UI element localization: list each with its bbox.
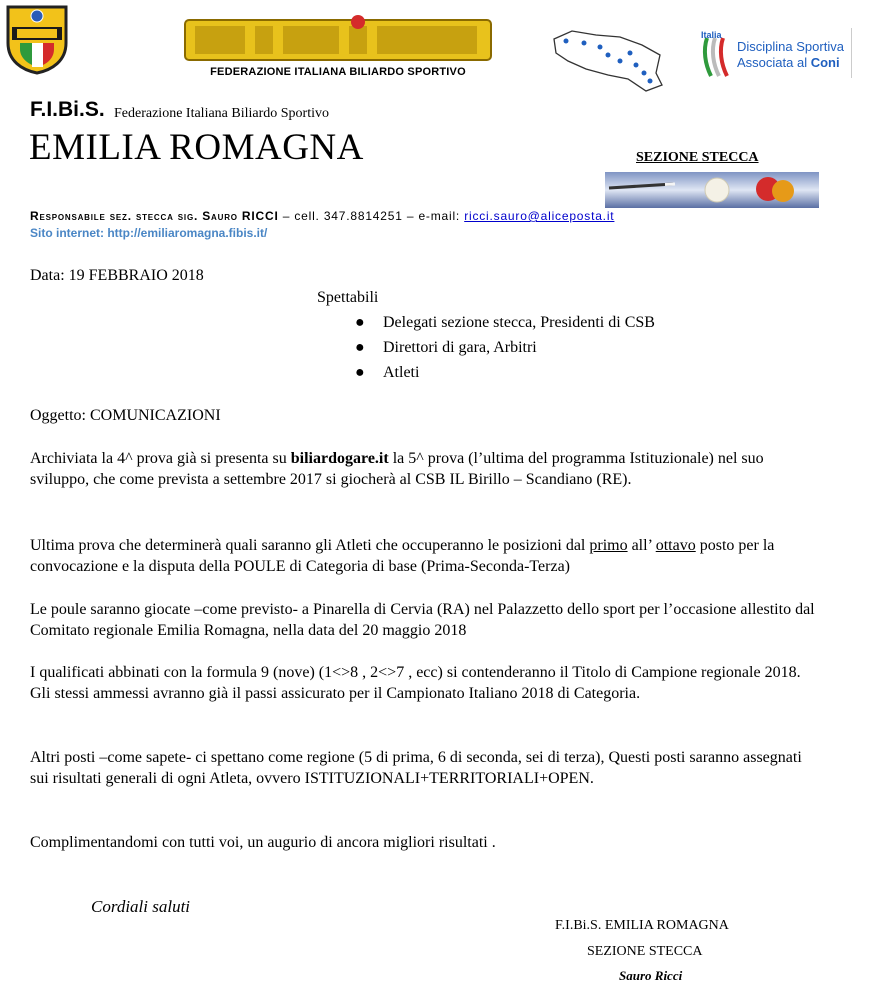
- email-link[interactable]: ricci.sauro@aliceposta.it: [464, 209, 615, 223]
- site-name: biliardogare.it: [290, 450, 389, 467]
- fibis-logo-caption: FEDERAZIONE ITALIANA BILIARDO SPORTIVO: [210, 66, 466, 78]
- addressee-label: Spettabili: [317, 289, 379, 306]
- dsa-coni-logo: [697, 28, 857, 80]
- paragraph-3: Le poule saranno giocate –come previsto- a Pinarella di Cervia (RA) nel Palazzetto dello sport per l’occasione allestito dal Comitato regionale Emilia Romagna, nella data del 20 maggio 2018: [30, 601, 815, 639]
- closing-salutation: Cordiali saluti: [91, 897, 191, 916]
- region-title: EMILIA ROMAGNA: [29, 127, 364, 168]
- signature-org: F.I.Bi.S. EMILIA ROMAGNA: [555, 918, 729, 933]
- website-link[interactable]: Sito internet: http://emiliaromagna.fibis.it/: [30, 226, 268, 240]
- recipient-item: ● Delegati sezione stecca, Presidenti di CSB: [355, 314, 655, 331]
- paragraph-6: Complimentandomi con tutti voi, un augurio di ancora migliori risultati .: [30, 834, 496, 851]
- dsa-italia-label: Italia: [701, 30, 722, 40]
- paragraph-4: I qualificati abbinati con la formula 9 (nove) (1<>8 , 2<>7 , ecc) si contenderanno il Titolo di Campione regionale 2018. Gli stessi ammessi avranno già il passi assicurato per il Campionato Italiano 2018 di Categoria.: [30, 664, 801, 702]
- responsible-label: Responsabile sez. stecca sig. Sauro RICCI: [30, 209, 279, 223]
- paragraph-1: Archiviata la 4^ prova già si presenta su biliardogare.it la 5^ prova (l’ultima del programma Istituzionale) nel suo sviluppo, che come prevista a settembre 2017 si giocherà al CSB IL Birillo – Scandiano (RE).: [30, 450, 764, 488]
- section-title: SEZIONE STECCA: [636, 150, 759, 165]
- coni-shield-logo: [2, 3, 72, 75]
- letter-date: Data: 19 FEBBRAIO 2018: [30, 267, 204, 284]
- recipient-item: ● Direttori di gara, Arbitri: [355, 339, 537, 356]
- dsa-divider: [851, 28, 852, 78]
- paragraph-2: Ultima prova che determinerà quali saranno gli Atleti che occuperanno le posizioni dal primo all’ ottavo posto per la convocazione e la disputa della POULE di Categoria di base (Prima-Seconda-Terza): [30, 537, 775, 575]
- billiard-cue-banner: [605, 172, 819, 208]
- recipient-item: ● Atleti: [355, 364, 420, 381]
- fibis-acronym: F.I.Bi.S.: [30, 98, 105, 121]
- region-map-logo: [550, 27, 665, 95]
- letter-subject: Oggetto: COMUNICAZIONI: [30, 407, 221, 424]
- dsa-logo-text: Disciplina Sportiva Associata al Coni: [737, 39, 844, 70]
- bullet-icon: ●: [355, 364, 365, 381]
- bullet-icon: ●: [355, 339, 365, 356]
- signature-section: SEZIONE STECCA: [587, 944, 703, 959]
- fibis-full-name: Federazione Italiana Biliardo Sportivo: [114, 106, 329, 121]
- bullet-icon: ●: [355, 314, 365, 331]
- signature-name: Sauro Ricci: [619, 968, 683, 983]
- contact-line: [30, 209, 614, 223]
- paragraph-5: Altri posti –come sapete- ci spettano come regione (5 di prima, 6 di seconda, sei di terza), Questi posti saranno assegnati sui risultati generali di ogni Atleta, ovvero ISTITUZIONALI+TERRITORIALI+OPEN.: [30, 749, 802, 787]
- recipients-list: [350, 312, 655, 387]
- phone-label: – cell. 347.8814251 – e-mail:: [278, 209, 465, 223]
